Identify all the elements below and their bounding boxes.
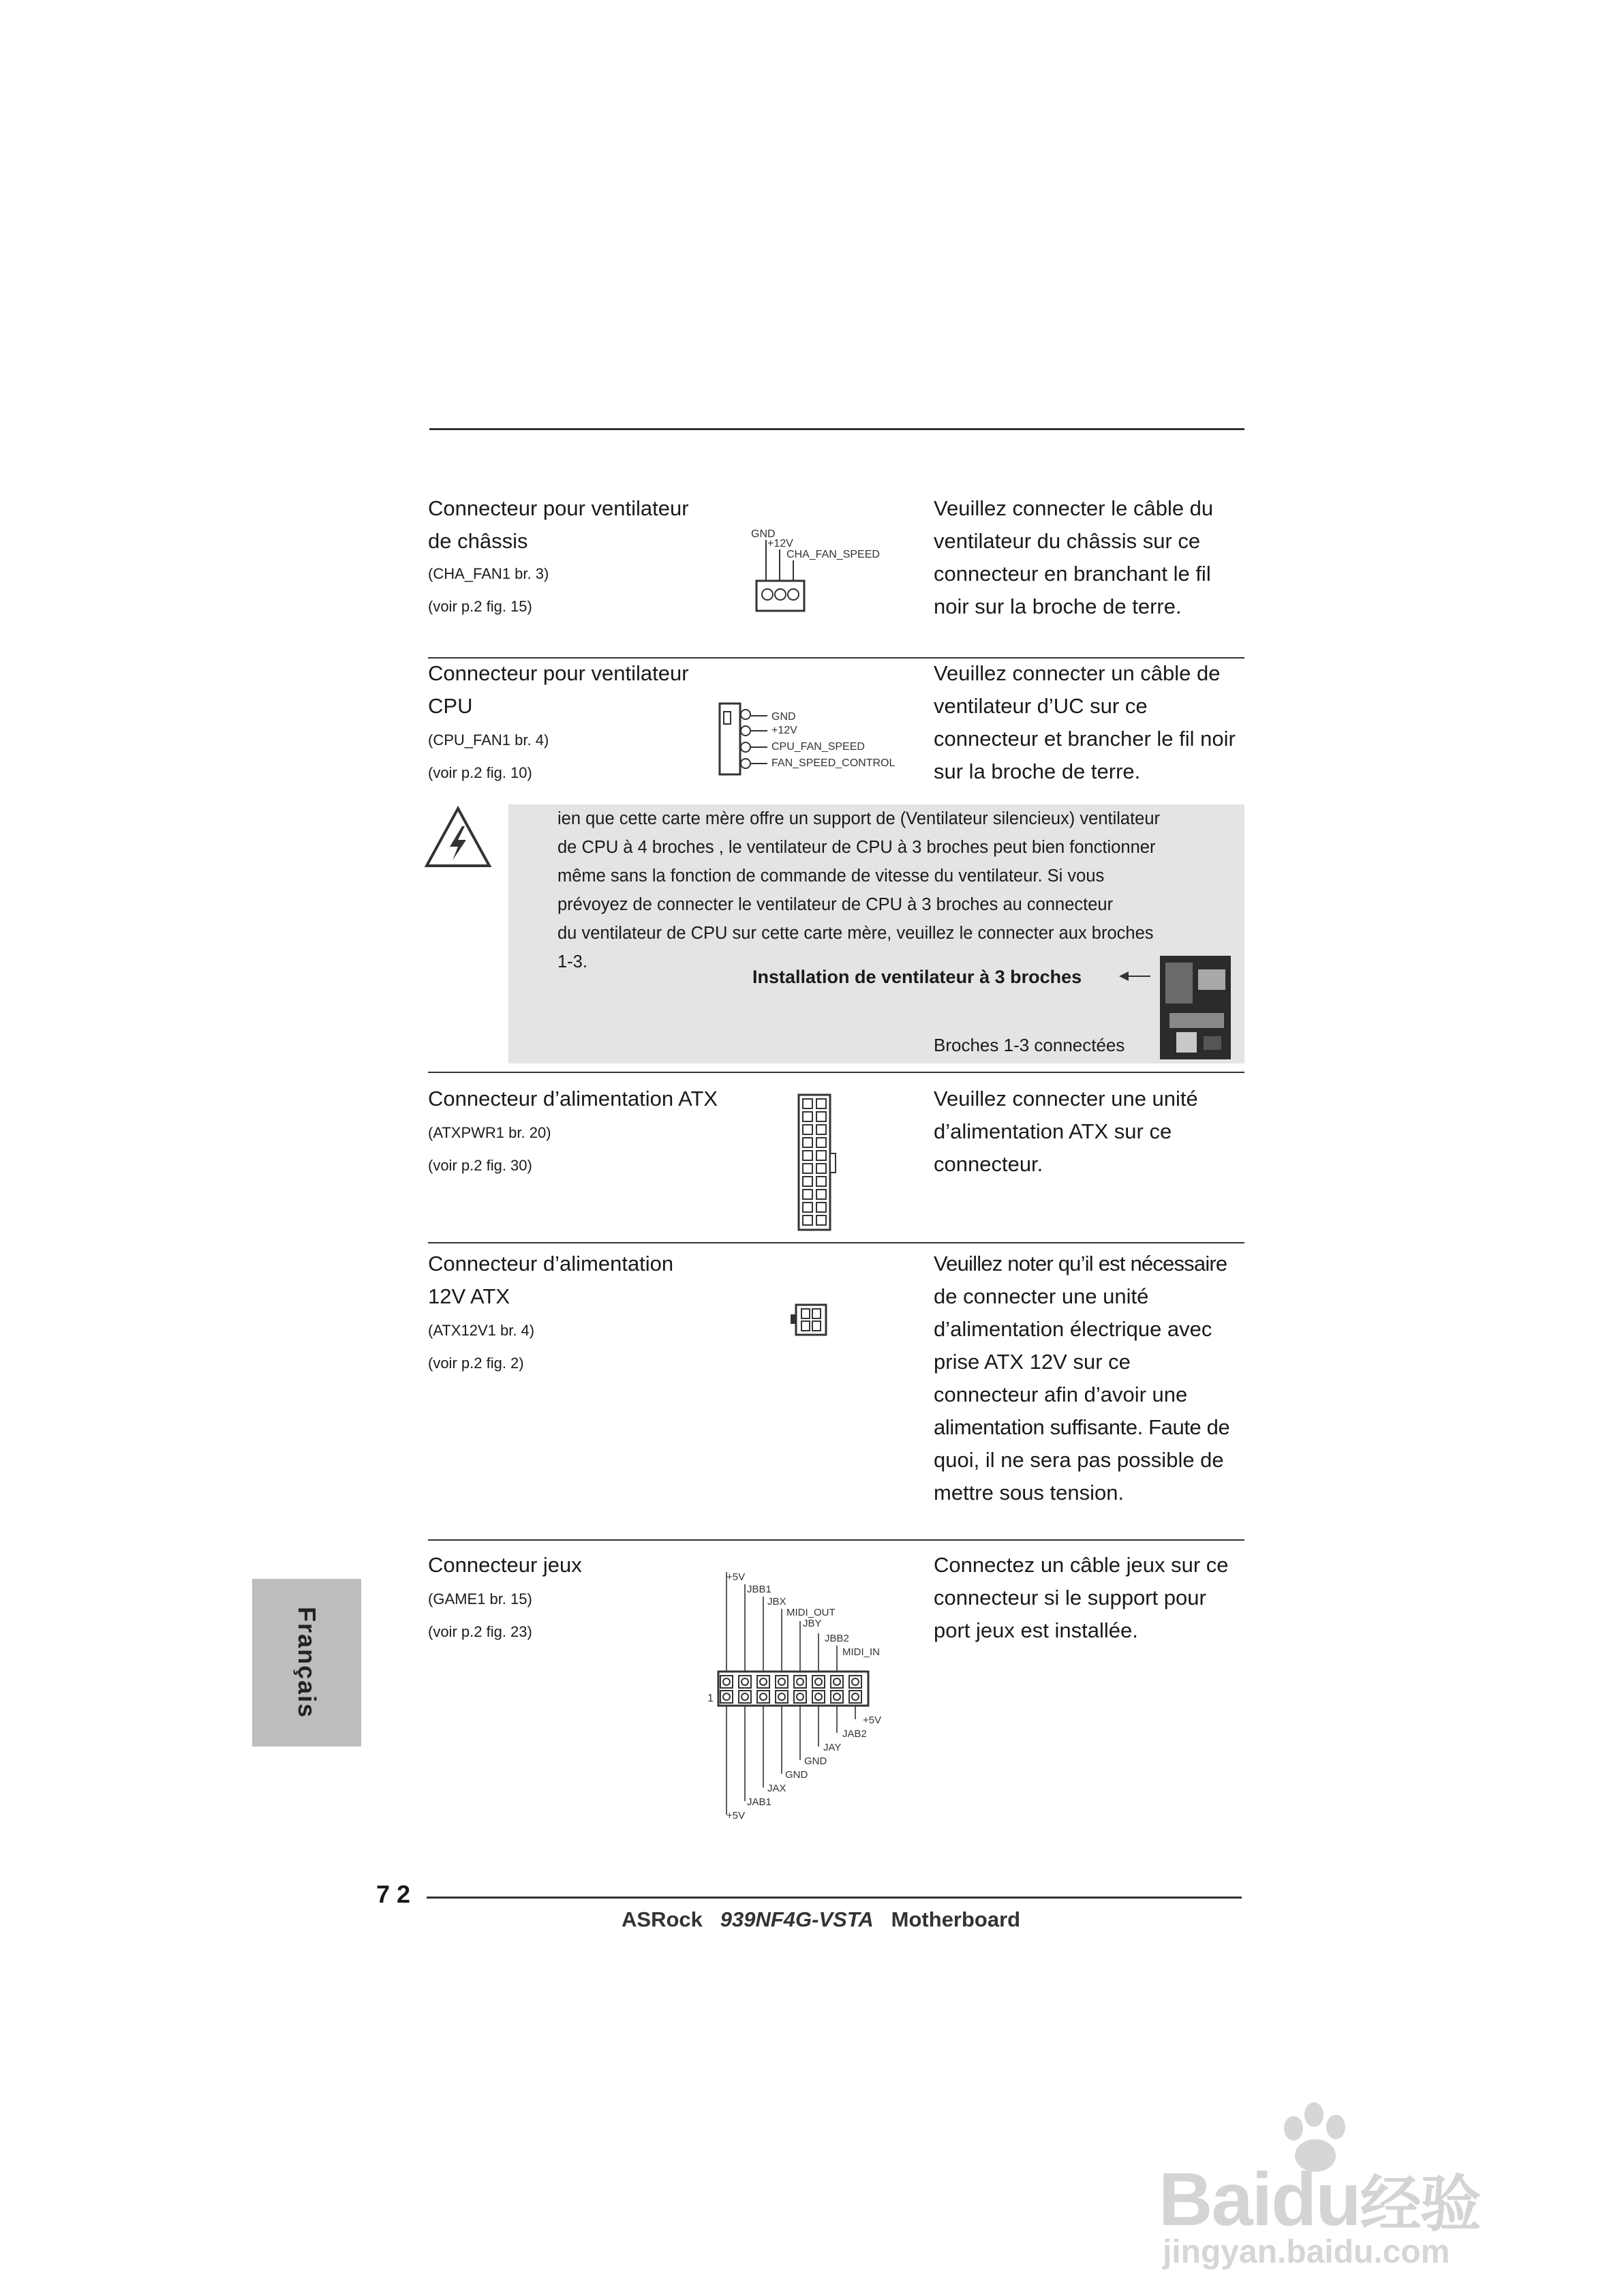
pin-label: +5V [863,1715,882,1726]
section-title-line: Connecteur jeux [428,1553,582,1577]
section-ref: (voir p.2 fig. 30) [428,1157,532,1174]
note-line: du ventilateur de CPU sur cette carte mère, veuillez le connecter aux broches [557,924,1154,943]
pin-label: JBY [803,1618,822,1629]
pin-label: MIDI_IN [842,1646,881,1658]
pin-label: JBX [767,1596,786,1607]
section-description-line: connecteur en branchant le fil [934,562,1211,586]
section-description-line: sur la broche de terre. [934,759,1141,783]
section-description-line: noir sur la broche de terre. [934,594,1182,618]
section-divider [428,1539,1244,1541]
footer-model: 939NF4G-VSTA [720,1907,874,1931]
language-label: Français [293,1606,321,1719]
page-number: 7 2 [376,1880,411,1908]
fan-installation-photo [1160,956,1231,1059]
section-description-line: alimentation suffisante. Faute de [934,1415,1230,1439]
watermark-brand: Baidu经验 [1159,2158,1480,2241]
pin-label: GND [771,711,796,723]
section-ref: (voir p.2 fig. 10) [428,764,532,781]
pin-label: GND [751,528,776,540]
pin-label: GND [785,1769,808,1781]
cpu-fan-connector-diagram [709,699,913,781]
section-description-line: ventilateur du châssis sur ce [934,529,1201,553]
pin-label: +5V [726,1571,746,1583]
section-divider [428,1242,1244,1243]
section-description-line: prise ATX 12V sur ce [934,1350,1131,1374]
watermark [1159,2100,1595,2270]
warning-icon [424,804,499,873]
section-ref: (voir p.2 fig. 15) [428,598,532,615]
footer-product: Motherboard [891,1907,1021,1931]
pin-label: JAX [767,1783,786,1794]
chassis-fan-connector-diagram [736,518,900,620]
footer-caption [622,1907,1020,1932]
section-description-line: Veuillez connecter une unité [934,1087,1198,1111]
section-description-line: Veuillez connecter le câble du [934,496,1214,520]
section-ref: (voir p.2 fig. 23) [428,1623,532,1640]
section-description-line: connecteur. [934,1152,1043,1176]
section-description-line: connecteur si le support pour [934,1586,1206,1610]
game-connector-diagram [702,1568,913,1834]
note-line: ien que cette carte mère offre un support de (Ventilateur silencieux) ventilateur [557,809,1161,828]
section-title-line: CPU [428,694,473,718]
section-title-line: Connecteur pour ventilateur [428,496,689,520]
section-title-line: de châssis [428,529,528,553]
pin-one-label: 1 [707,1693,714,1704]
install-label: Installation de ventilateur à 3 broches [752,967,1082,987]
pin-label: JAB1 [747,1796,771,1808]
section-ref: (ATX12V1 br. 4) [428,1322,535,1339]
pin-label: +12V [767,538,793,549]
pin-label: +12V [771,725,797,736]
section-description-line: de connecter une unité [934,1284,1149,1308]
pin-label: CPU_FAN_SPEED [771,741,865,753]
top-rule [429,428,1244,430]
section-ref: (voir p.2 fig. 2) [428,1355,524,1372]
pin-label: JAY [823,1742,842,1753]
arrow-left-icon [1118,968,1152,984]
note-text [557,804,1160,976]
section-divider [428,1072,1244,1073]
section-description-line: ventilateur d’UC sur ce [934,694,1148,718]
atx-power-connector-diagram [795,1092,842,1233]
pin-label: JBB2 [825,1633,849,1644]
pin-label: JBB1 [747,1584,771,1595]
pins-connected-label: Broches 1-3 connectées [934,1035,1125,1055]
section-title-line: Connecteur pour ventilateur [428,661,689,685]
section-ref: (CHA_FAN1 br. 3) [428,565,549,582]
section-description-line: Connectez un câble jeux sur ce [934,1553,1229,1577]
pin-label: FAN_SPEED_CONTROL [771,757,896,769]
section-description-line: Veuillez connecter un câble de [934,661,1221,685]
section-ref: (ATXPWR1 br. 20) [428,1124,551,1141]
section-description-line: d’alimentation électrique avec [934,1317,1212,1341]
pin-label: JAB2 [842,1728,867,1740]
section-description-line: d’alimentation ATX sur ce [934,1119,1172,1143]
atx12v-connector-diagram [784,1299,838,1340]
section-description-line: connecteur et brancher le fil noir [934,727,1236,751]
section-title-line: Connecteur d’alimentation [428,1252,674,1275]
pin-label: MIDI_OUT [786,1607,836,1618]
section-ref: (GAME1 br. 15) [428,1590,532,1607]
section-description-line: connecteur afin d’avoir une [934,1383,1188,1406]
note-line: 1-3. [557,952,587,971]
section-title-line: 12V ATX [428,1284,510,1308]
pin-label: +5V [726,1810,746,1822]
section-description-line: mettre sous tension. [934,1481,1124,1505]
section-title-line: Connecteur d’alimentation ATX [428,1087,718,1111]
section-ref: (CPU_FAN1 br. 4) [428,731,549,749]
section-description-line: port jeux est installée. [934,1618,1138,1642]
note-line: de CPU à 4 broches , le ventilateur de CPU à 3 broches peut bien fonctionner [557,838,1156,857]
note-line: prévoyez de connecter le ventilateur de CPU à 3 broches au connecteur [557,895,1114,914]
watermark-url: jingyan.baidu.com [1163,2234,1450,2270]
pin-label: CHA_FAN_SPEED [786,549,880,560]
section-description-line: Veuillez noter qu’il est nécessaire [934,1252,1227,1275]
note-line: même sans la fonction de commande de vitesse du ventilateur. Si vous [557,866,1105,886]
pin-label: GND [804,1755,827,1767]
language-side-tab [252,1579,361,1747]
footer-rule [427,1897,1242,1899]
section-description-line: quoi, il ne sera pas possible de [934,1448,1224,1472]
footer-brand: ASRock [622,1907,703,1931]
